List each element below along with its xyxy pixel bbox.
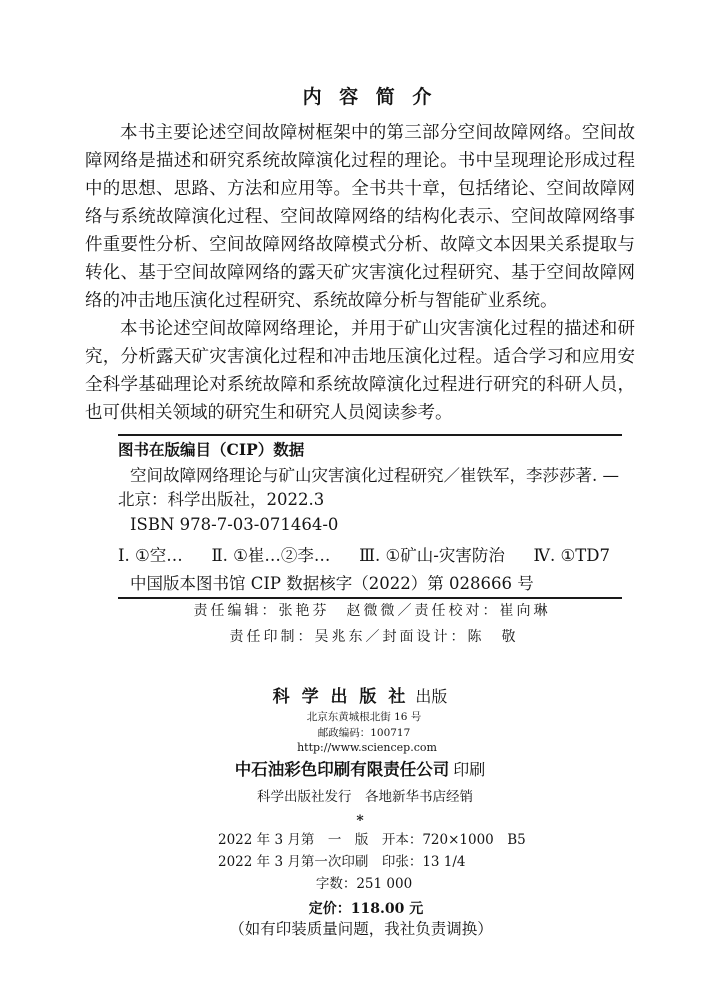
intro-line: 转化、基于空间故障网络的露天矿灾害演化过程研究、基于空间故障网 — [85, 263, 635, 283]
intro-line: 究，分析露天矿灾害演化过程和冲击地压演化过程。适合学习和应用安 — [85, 347, 635, 367]
intro-paragraph — [85, 119, 635, 315]
price: 定价：118.00 元 — [308, 901, 424, 917]
intro-title: 内 容 简 介 — [302, 86, 432, 108]
edition-first: 2022 年 3 月第 一 版 开本：720×1000 B5 — [218, 832, 526, 848]
cip-class-item: Ⅱ. ①崔…②李… — [211, 546, 331, 565]
intro-line: 件重要性分析、空间故障网络故障模式分析、故障文本因果关系提取与 — [85, 235, 635, 255]
word-count: 字数：251 000 — [315, 876, 413, 892]
intro-line: 中的思想、思路、方法和应用等。全书共十章，包括绪论、空间故障网 — [85, 179, 635, 199]
publisher-address: 北京东黄城根北街 16 号 — [306, 711, 422, 723]
printer-action: 印刷 — [453, 760, 486, 779]
printer-row — [235, 759, 486, 781]
cip-heading: 图书在版编目（CIP）数据 — [118, 440, 305, 459]
cip-record-number: 中国版本图书馆 CIP 数据核字（2022）第 028666 号 — [130, 574, 534, 593]
cip-class-item: Ⅲ. ①矿山-灾害防治 — [359, 546, 505, 565]
cip-classification — [118, 545, 610, 567]
publisher-row — [273, 686, 448, 708]
credits-editors: 责任编辑：张艳芬 赵微微／责任校对：崔向琳 — [193, 603, 551, 619]
intro-line: 也可供相关领域的研究生和研究人员阅读参考。 — [85, 403, 453, 423]
printer-name: 中石油彩色印刷有限责任公司 — [234, 760, 450, 779]
intro-line: 络的冲击地压演化过程研究、系统故障分析与智能矿业系统。 — [85, 291, 558, 311]
intro-line: 本书主要论述空间故障树框架中的第三部分空间故障网络。空间故 — [120, 123, 635, 143]
cip-isbn: ISBN 978-7-03-071464-0 — [130, 515, 339, 534]
cip-class-item: Ⅳ. ①TD7 — [533, 546, 610, 565]
intro-line: 全科学基础理论对系统故障和系统故障演化过程进行研究的科研人员， — [85, 375, 635, 395]
distribution-line: 科学出版社发行 各地新华书店经销 — [257, 789, 473, 805]
cip-publisher-line: 北京：科学出版社，2022.3 — [118, 490, 325, 509]
intro-line: 障网络是描述和研究系统故障演化过程的理论。书中呈现理论形成过程 — [85, 151, 635, 171]
intro-line: 本书论述空间故障网络理论，并用于矿山灾害演化过程的描述和研 — [120, 319, 635, 339]
cip-top-rule — [118, 434, 622, 436]
quality-note: （如有印装质量问题，我社负责调换） — [229, 920, 493, 938]
publisher-action: 出版 — [415, 687, 448, 706]
credits-printing-design: 责任印制：吴兆东／封面设计：陈 敬 — [229, 629, 519, 645]
intro-body — [85, 119, 635, 427]
separator-asterisk: * — [356, 813, 364, 829]
cip-title-line: 空间故障网络理论与矿山灾害演化过程研究／崔铁军，李莎莎著. — — [130, 466, 619, 485]
publisher-postcode: 邮政编码：100717 — [317, 727, 411, 739]
intro-paragraph — [85, 315, 635, 427]
edition-printing: 2022 年 3 月第一次印刷 印张：13 1/4 — [218, 854, 466, 870]
publisher-website: http://www.sciencep.com — [297, 741, 437, 754]
cip-class-item: Ⅰ. ①空… — [118, 546, 183, 565]
intro-line: 络与系统故障演化过程、空间故障网络的结构化表示、空间故障网络事 — [85, 207, 635, 227]
cip-bottom-rule — [118, 597, 622, 599]
publisher-name: 科 学 出 版 社 — [272, 687, 406, 707]
